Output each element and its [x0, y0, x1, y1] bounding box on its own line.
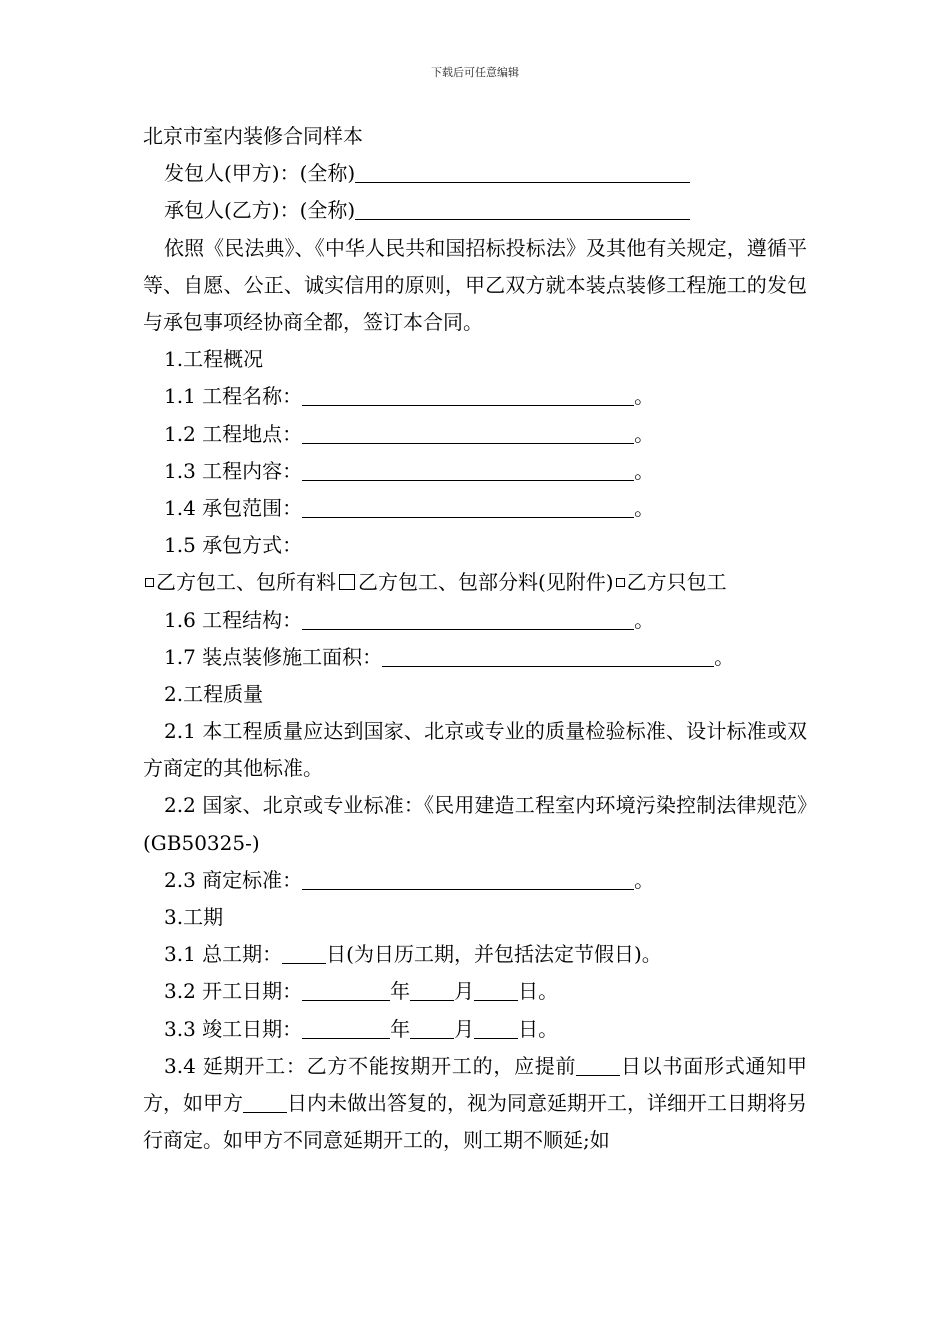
item-3-3 [143, 1011, 807, 1048]
item-1-6-end: 。 [634, 607, 655, 632]
document-body [143, 118, 807, 1159]
item-3-2 [143, 973, 807, 1010]
month-label: 月 [454, 979, 475, 1004]
start-year-blank [302, 978, 390, 1001]
start-day-blank [474, 978, 518, 1001]
item-1-5: 1.5 承包方式： [164, 533, 303, 558]
item-1-3-label: 1.3 工程内容： [164, 458, 303, 483]
section-3-heading: 3.工期 [164, 905, 224, 930]
end-year-blank [302, 1016, 390, 1039]
party-b-line [143, 192, 807, 229]
item-1-1-end: 。 [634, 384, 655, 409]
item-1-4-blank [302, 495, 634, 518]
end-day-blank [474, 1016, 518, 1039]
year-label: 年 [390, 979, 411, 1004]
party-a-blank [355, 160, 690, 183]
checkbox-icon[interactable] [145, 578, 154, 587]
reply-days-blank [243, 1090, 287, 1113]
section-1-heading: 1.工程概况 [164, 347, 264, 372]
party-a-line [143, 155, 807, 192]
checkbox-icon[interactable] [616, 578, 625, 587]
item-3-4-part-2: 日以书面形式通知甲方，如甲方 [143, 1053, 808, 1116]
item-1-6 [143, 602, 807, 639]
day-label: 日。 [518, 1016, 559, 1041]
party-b-blank [355, 197, 690, 220]
document-title: 北京市室内装修合同样本 [143, 124, 363, 148]
item-1-4-label: 1.4 承包范围： [164, 495, 303, 520]
item-1-4 [143, 490, 807, 527]
item-1-7-label: 1.7 装点装修施工面积： [164, 644, 383, 669]
item-3-4-part-1: 3.4 延期开工：乙方不能按期开工的，应提前 [164, 1053, 577, 1078]
item-3-1-label: 3.1 总工期： [164, 942, 283, 967]
option-all-materials: 乙方包工、包所有料 [156, 570, 336, 595]
party-a-label: 发包人(甲方)：(全称) [164, 161, 356, 186]
item-1-7-blank [382, 644, 714, 667]
header-note: 下载后可任意编辑 [431, 66, 519, 79]
section-2-heading: 2.工程质量 [164, 681, 264, 706]
checkbox-icon[interactable] [339, 574, 355, 590]
item-1-7 [143, 639, 807, 676]
contract-mode-options [143, 564, 807, 601]
end-month-blank [410, 1016, 454, 1039]
item-1-6-blank [302, 607, 634, 630]
option-partial-materials: 乙方包工、包部分料(见附件) [358, 570, 614, 595]
item-1-1-blank [302, 383, 634, 406]
item-1-2-end: 。 [634, 421, 655, 446]
item-2-2: 2.2 国家、北京或专业标准：《民用建造工程室内环境污染控制法律规范》(GB50325-) [143, 793, 807, 855]
item-2-3-label: 2.3 商定标准： [164, 867, 303, 892]
year-label: 年 [390, 1016, 411, 1041]
item-1-3-end: 。 [634, 458, 655, 483]
item-1-2-blank [302, 421, 634, 444]
item-3-3-label: 3.3 竣工日期： [164, 1016, 303, 1041]
party-b-label: 承包人(乙方)：(全称) [164, 198, 356, 223]
total-days-blank [282, 941, 326, 964]
item-2-3-blank [302, 867, 634, 890]
item-1-2-label: 1.2 工程地点： [164, 421, 303, 446]
start-month-blank [410, 978, 454, 1001]
item-1-7-end: 。 [714, 644, 735, 669]
item-1-4-end: 。 [634, 495, 655, 520]
item-3-4 [143, 1048, 807, 1160]
month-label: 月 [454, 1016, 475, 1041]
item-3-2-label: 3.2 开工日期： [164, 979, 303, 1004]
item-2-1: 2.1 本工程质量应达到国家、北京或专业的质量检验标准、设计标准或双方商定的其他标准。 [143, 719, 807, 781]
item-2-3 [143, 862, 807, 899]
item-1-1 [143, 378, 807, 415]
day-label: 日。 [518, 979, 559, 1004]
item-1-3 [143, 453, 807, 490]
item-1-6-label: 1.6 工程结构： [164, 607, 303, 632]
option-labor-only: 乙方只包工 [626, 570, 727, 595]
item-3-1 [143, 936, 807, 973]
intro-paragraph: 依照《民法典》、《中华人民共和国招标投标法》及其他有关规定，遵循平等、自愿、公正、诚实信用的原则，甲乙双方就本装点装修工程施工的发包与承包事项经协商全都，签订本合同。 [143, 235, 807, 334]
item-3-4-part-3: 日内未做出答复的，视为同意延期开工，详细开工日期将另行商定。如甲方不同意延期开工的，则工期不顺延;如 [143, 1091, 807, 1153]
item-1-1-label: 1.1 工程名称： [164, 384, 303, 409]
item-1-3-blank [302, 458, 634, 481]
item-1-2 [143, 416, 807, 453]
item-2-3-end: 。 [634, 867, 655, 892]
item-3-1-rest: 日(为日历工期，并包括法定节假日)。 [326, 942, 662, 967]
notice-days-blank [576, 1053, 620, 1076]
